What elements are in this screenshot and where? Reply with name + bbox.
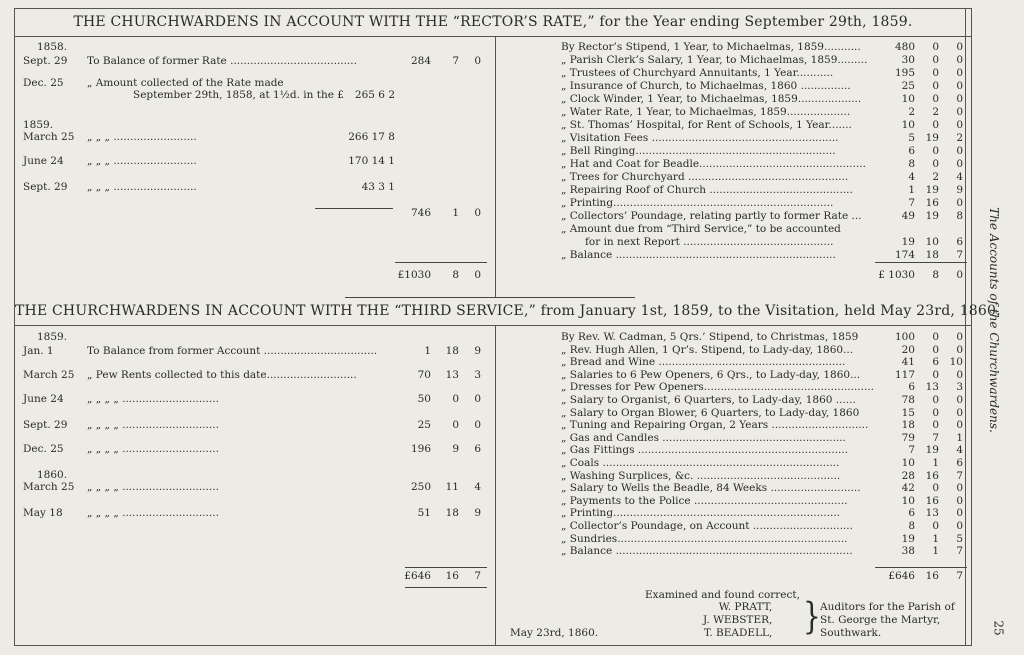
amount-pence: 0 xyxy=(956,119,963,131)
divider xyxy=(15,325,971,326)
amount-shillings: 8 xyxy=(452,269,459,281)
amount-pence: 6 xyxy=(956,457,963,469)
year-heading: 1860. xyxy=(37,469,68,481)
amount-pounds: 7 xyxy=(908,444,915,457)
row-subamount: 266 17 8 xyxy=(348,131,395,143)
amount-pounds: 117 xyxy=(894,368,915,381)
account1-title: THE CHURCHWARDENS IN ACCOUNT WITH THE “RECTOR’S RATE,” for the Year ending September 29th, 1859. xyxy=(73,14,913,30)
row-description: for in next Report ............................................. xyxy=(585,236,834,248)
row-description: „ Coals ....................................................................... xyxy=(561,457,840,469)
auditor-names xyxy=(703,601,772,640)
divider xyxy=(875,262,967,263)
row-description: „ Gas Fittings ............................................................... xyxy=(561,444,849,457)
amount-shillings: 7 xyxy=(452,55,459,67)
amount-pounds: 70 xyxy=(417,369,431,381)
amount-pounds: 100 xyxy=(894,331,915,343)
divider xyxy=(345,297,635,298)
amount-shillings: 19 xyxy=(925,210,939,222)
amount-pence: 0 xyxy=(956,145,963,157)
row-date: March 25 xyxy=(23,369,75,381)
row-description: By Rev. W. Cadman, 5 Qrs.’ Stipend, to Christmas, 1859 xyxy=(561,331,859,343)
amount-pounds: 50 xyxy=(417,393,431,405)
amount-pence: 4 xyxy=(474,481,481,493)
amount-pence: 0 xyxy=(956,67,963,79)
amount-pounds: 15 xyxy=(901,406,915,419)
amount-pence: 9 xyxy=(956,184,963,196)
amount-shillings: 11 xyxy=(445,481,459,493)
auditor-line: Auditors for the Parish of xyxy=(820,601,955,613)
row-description: „ Amount due from “Third Service,” to be accounted xyxy=(561,223,841,235)
amount-pence: 0 xyxy=(956,406,963,419)
row-description: „ Trees for Churchyard ................................................ xyxy=(561,171,849,183)
amount-shillings: 1 xyxy=(932,545,939,558)
amount-pounds: 8 xyxy=(908,520,915,532)
amount-shillings: 0 xyxy=(932,119,939,131)
row-description: „ Sundries..................................................................... xyxy=(561,532,848,545)
row-description: „ „ „ ......................... xyxy=(87,131,197,143)
row-description: „ Collector’s Poundage, on Account .............................. xyxy=(561,520,853,532)
amount-pence: 0 xyxy=(474,207,481,219)
amount-pence: 0 xyxy=(956,419,963,432)
amount-pence: 6 xyxy=(474,443,481,455)
row-description: „ Bread and Wine ........................................................ xyxy=(561,356,846,369)
row-description: „ Bell Ringing............................................................ xyxy=(561,145,836,157)
amount-pounds: 30 xyxy=(901,54,915,66)
amount-pence: 0 xyxy=(956,494,963,507)
divider xyxy=(405,587,487,588)
amount-pence: 0 xyxy=(956,158,963,170)
row-description: „ Amount collected of the Rate made xyxy=(87,77,284,89)
row-description: „ Dresses for Pew Openers................................................... xyxy=(561,381,874,394)
divider xyxy=(875,567,967,568)
row-description: „ „ „ „ ............................. xyxy=(87,443,219,455)
amount-pence: 0 xyxy=(956,507,963,520)
amount-shillings: 1 xyxy=(452,207,459,219)
amount-shillings: 19 xyxy=(925,444,939,457)
amount-shillings: 2 xyxy=(932,171,939,183)
amount-pounds: 42 xyxy=(901,482,915,495)
row-description: To Balance of former Rate ...................................... xyxy=(87,55,357,67)
row-description: „ „ „ „ ............................. xyxy=(87,481,219,493)
amount-pounds: 79 xyxy=(901,431,915,444)
amount-shillings: 2 xyxy=(932,106,939,118)
amount-shillings: 16 xyxy=(925,570,939,582)
amount-pounds: 18 xyxy=(901,419,915,432)
brace: } xyxy=(803,594,821,638)
amount-pence: 0 xyxy=(956,394,963,406)
row-date: March 25 xyxy=(23,481,75,493)
row-description: „ Salary to Wells the Beadle, 84 Weeks ........................... xyxy=(561,482,861,495)
amount-pounds: 284 xyxy=(410,55,431,67)
row-description: „ „ „ ......................... xyxy=(87,155,197,167)
amount-pounds: £1030 xyxy=(397,269,431,281)
row-date: Dec. 25 xyxy=(23,443,64,455)
amount-pounds: 196 xyxy=(410,443,431,455)
amount-pence: 0 xyxy=(474,269,481,281)
amount-shillings: 0 xyxy=(932,80,939,92)
amount-shillings: 18 xyxy=(445,345,459,357)
amount-pounds: 25 xyxy=(417,419,431,431)
amount-pounds: 8 xyxy=(908,158,915,170)
row-description: „ Repairing Roof of Church ........................................... xyxy=(561,184,853,196)
amount-shillings: 1 xyxy=(932,532,939,545)
amount-pence: 1 xyxy=(956,431,963,444)
amount-pence: 0 xyxy=(956,197,963,209)
amount-pounds: 195 xyxy=(894,67,915,79)
amount-shillings: 16 xyxy=(445,570,459,582)
amount-pence: 7 xyxy=(956,570,963,582)
row-date: Jan. 1 xyxy=(23,345,54,357)
amount-shillings: 0 xyxy=(932,394,939,406)
row-description: „ Rev. Hugh Allen, 1 Qr’s. Stipend, to Lady-day, 1860... xyxy=(561,343,854,356)
row-description: „ Salary to Organist, 6 Quarters, to Lady-day, 1860 ...... xyxy=(561,394,856,406)
year-heading: 1859. xyxy=(37,331,68,343)
amount-pounds: 1 xyxy=(424,345,431,357)
row-description: „ Gas and Candles ....................................................... xyxy=(561,431,846,444)
amount-pence: 0 xyxy=(956,41,963,53)
amount-pounds: 10 xyxy=(901,494,915,507)
divider xyxy=(15,36,971,37)
amount-pounds: 51 xyxy=(417,507,431,519)
amount-shillings: 13 xyxy=(925,507,939,520)
auditor-line: Southwark. xyxy=(820,627,882,639)
amount-pounds: 41 xyxy=(901,356,915,369)
row-description: „ Hat and Coat for Beadle.................................................. xyxy=(561,158,866,170)
row-date: Dec. 25 xyxy=(23,77,64,89)
amount-shillings: 0 xyxy=(932,145,939,157)
row-description: September 29th, 1858, at 1½d. in the £ xyxy=(133,89,344,101)
row-date: June 24 xyxy=(23,393,64,405)
column-divider xyxy=(495,325,496,645)
auditor-title xyxy=(820,601,955,640)
amount-pence: 0 xyxy=(956,520,963,532)
row-description: „ Payments to the Police .............................................. xyxy=(561,494,848,507)
amount-pounds: 49 xyxy=(901,210,915,222)
row-description: „ Salaries to 6 Pew Openers, 6 Qrs., to Lady-day, 1860... xyxy=(561,368,861,381)
amount-shillings: 13 xyxy=(925,381,939,394)
amount-shillings: 0 xyxy=(932,482,939,495)
examined-text: Examined and found correct, xyxy=(645,589,800,601)
amount-pence: 0 xyxy=(956,269,963,281)
amount-shillings: 0 xyxy=(932,331,939,343)
amount-pounds: 746 xyxy=(410,207,431,219)
row-description: „ „ „ „ ............................. xyxy=(87,393,219,405)
row-description: „ Salary to Organ Blower, 6 Quarters, to Lady-day, 1860 xyxy=(561,406,860,419)
auditor-name: T. BEADELL, xyxy=(703,627,773,639)
row-description: „ Collectors’ Poundage, relating partly to former Rate ... xyxy=(561,210,862,222)
row-description: „ Water Rate, 1 Year, to Michaelmas, 1859................... xyxy=(561,106,851,118)
amount-pounds: 28 xyxy=(901,469,915,482)
side-title-text: The Accounts of the Churchwardens. xyxy=(987,207,1001,433)
amount-shillings: 16 xyxy=(925,197,939,209)
row-date: June 24 xyxy=(23,155,64,167)
amount-pence: 0 xyxy=(956,331,963,343)
amount-shillings: 0 xyxy=(932,520,939,532)
amount-pounds: 25 xyxy=(901,80,915,92)
row-description: „ „ „ „ ............................. xyxy=(87,507,219,519)
amount-shillings: 0 xyxy=(932,158,939,170)
row-description: „ Pew Rents collected to this date........................... xyxy=(87,369,357,381)
amount-pence: 0 xyxy=(956,343,963,356)
amount-pounds: 174 xyxy=(894,249,915,261)
amount-pence: 4 xyxy=(956,444,963,457)
amount-pence: 0 xyxy=(474,55,481,67)
amount-pence: 0 xyxy=(956,368,963,381)
amount-pence: 7 xyxy=(956,545,963,558)
amount-pence: 0 xyxy=(474,419,481,431)
amount-pounds: 38 xyxy=(901,545,915,558)
amount-pence: 7 xyxy=(956,469,963,482)
row-description: „ Washing Surplices, &c. ........................................... xyxy=(561,469,841,482)
amount-shillings: 8 xyxy=(932,269,939,281)
row-description: „ Balance ....................................................................... xyxy=(561,545,853,558)
amount-pounds: 480 xyxy=(894,41,915,53)
amount-pence: 9 xyxy=(474,507,481,519)
amount-pounds: 4 xyxy=(908,171,915,183)
amount-shillings: 6 xyxy=(932,356,939,369)
amount-pence: 5 xyxy=(956,532,963,545)
amount-shillings: 0 xyxy=(932,41,939,53)
amount-pounds: £646 xyxy=(888,570,915,582)
amount-pence: 0 xyxy=(474,393,481,405)
amount-pounds: 20 xyxy=(901,343,915,356)
auditor-name: J. WEBSTER, xyxy=(703,614,773,626)
amount-pounds: 5 xyxy=(908,132,915,144)
amount-pence: 0 xyxy=(956,54,963,66)
row-description: „ Parish Clerk’s Salary, 1 Year, to Michaelmas, 1859......... xyxy=(561,54,868,66)
account2-title: THE CHURCHWARDENS IN ACCOUNT WITH THE “THIRD SERVICE,” from January 1st, 1859, to the Visitation, held May 23rd, 1860. xyxy=(15,303,1001,319)
amount-pence: 3 xyxy=(956,381,963,394)
amount-shillings: 0 xyxy=(932,343,939,356)
row-subamount: 43 3 1 xyxy=(361,181,395,193)
row-description: „ Balance .................................................................. xyxy=(561,249,836,261)
amount-shillings: 19 xyxy=(925,184,939,196)
amount-pounds: 19 xyxy=(901,532,915,545)
row-date: 1859. xyxy=(23,119,54,131)
amount-pence: 8 xyxy=(956,210,963,222)
row-date: Sept. 29 xyxy=(23,419,68,431)
amount-pounds: 1 xyxy=(908,184,915,196)
row-description: „ Trustees of Churchyard Annuitants, 1 Year........... xyxy=(561,67,834,79)
amount-shillings: 1 xyxy=(932,457,939,469)
amount-pounds: 6 xyxy=(908,381,915,394)
row-date: May 18 xyxy=(23,507,63,519)
amount-pence: 7 xyxy=(474,570,481,582)
amount-pounds: 6 xyxy=(908,507,915,520)
auditor-line: St. George the Martyr, xyxy=(820,614,941,626)
row-description: To Balance from former Account .................................. xyxy=(87,345,378,357)
amount-shillings: 9 xyxy=(452,443,459,455)
amount-pounds: £646 xyxy=(404,570,431,582)
amount-pence: 0 xyxy=(956,106,963,118)
column-divider xyxy=(495,36,496,298)
divider xyxy=(395,262,487,263)
amount-pence: 10 xyxy=(949,356,963,369)
amount-shillings: 0 xyxy=(452,393,459,405)
side-title xyxy=(974,40,1014,600)
row-description: „ „ „ „ ............................. xyxy=(87,419,219,431)
amount-pounds: £ 1030 xyxy=(878,269,915,281)
amount-shillings: 16 xyxy=(925,469,939,482)
divider xyxy=(405,567,487,568)
amount-shillings: 7 xyxy=(932,431,939,444)
amount-shillings: 18 xyxy=(445,507,459,519)
amount-pence: 9 xyxy=(474,345,481,357)
auditor-name: W. PRATT, xyxy=(718,601,773,613)
amount-shillings: 0 xyxy=(932,368,939,381)
amount-pounds: 10 xyxy=(901,457,915,469)
row-description: „ St. Thomas’ Hospital, for Rent of Schools, 1 Year....... xyxy=(561,119,852,131)
amount-pounds: 6 xyxy=(908,145,915,157)
amount-shillings: 0 xyxy=(932,419,939,432)
amount-pounds: 7 xyxy=(908,197,915,209)
amount-shillings: 10 xyxy=(925,236,939,248)
row-subamount: 170 14 1 xyxy=(348,155,395,167)
amount-pence: 0 xyxy=(956,80,963,92)
row-description: „ Tuning and Repairing Organ, 2 Years ............................. xyxy=(561,419,869,432)
amount-pounds: 10 xyxy=(901,93,915,105)
amount-pence: 3 xyxy=(474,369,481,381)
amount-pence: 0 xyxy=(956,93,963,105)
margin-divider xyxy=(965,9,966,645)
row-description: „ Visitation Fees ........................................................ xyxy=(561,132,839,144)
row-description: „ Insurance of Church, to Michaelmas, 1860 ............... xyxy=(561,80,851,92)
row-description: „ Printing.................................................................. xyxy=(561,197,834,209)
amount-shillings: 0 xyxy=(932,93,939,105)
page-number: 25 xyxy=(991,620,1006,636)
amount-shillings: 16 xyxy=(925,494,939,507)
row-date: Sept. 29 xyxy=(23,181,68,193)
amount-pounds: 10 xyxy=(901,119,915,131)
row-description: „ Printing.................................................................... xyxy=(561,507,841,520)
row-date: Sept. 29 xyxy=(23,55,68,67)
amount-shillings: 18 xyxy=(925,249,939,261)
amount-shillings: 13 xyxy=(445,369,459,381)
amount-pounds: 250 xyxy=(410,481,431,493)
divider xyxy=(315,208,393,209)
amount-pounds: 2 xyxy=(908,106,915,118)
row-date: March 25 xyxy=(23,131,75,143)
amount-pence: 7 xyxy=(956,249,963,261)
amount-shillings: 19 xyxy=(925,132,939,144)
amount-pounds: 19 xyxy=(901,236,915,248)
amount-shillings: 0 xyxy=(932,67,939,79)
amount-shillings: 0 xyxy=(932,406,939,419)
amount-pence: 4 xyxy=(956,171,963,183)
year-heading: 1858. xyxy=(37,41,68,53)
amount-pence: 0 xyxy=(956,482,963,495)
row-description: By Rector’s Stipend, 1 Year, to Michaelmas, 1859........... xyxy=(561,41,861,53)
row-description: „ „ „ ......................... xyxy=(87,181,197,193)
footer-date: May 23rd, 1860. xyxy=(510,627,599,639)
amount-pence: 6 xyxy=(956,236,963,248)
amount-shillings: 0 xyxy=(932,54,939,66)
amount-pounds: 78 xyxy=(901,394,915,406)
row-description: „ Clock Winder, 1 Year, to Michaelmas, 1859................... xyxy=(561,93,862,105)
row-subamount: 265 6 2 xyxy=(354,89,395,101)
amount-shillings: 0 xyxy=(452,419,459,431)
amount-pence: 2 xyxy=(956,132,963,144)
